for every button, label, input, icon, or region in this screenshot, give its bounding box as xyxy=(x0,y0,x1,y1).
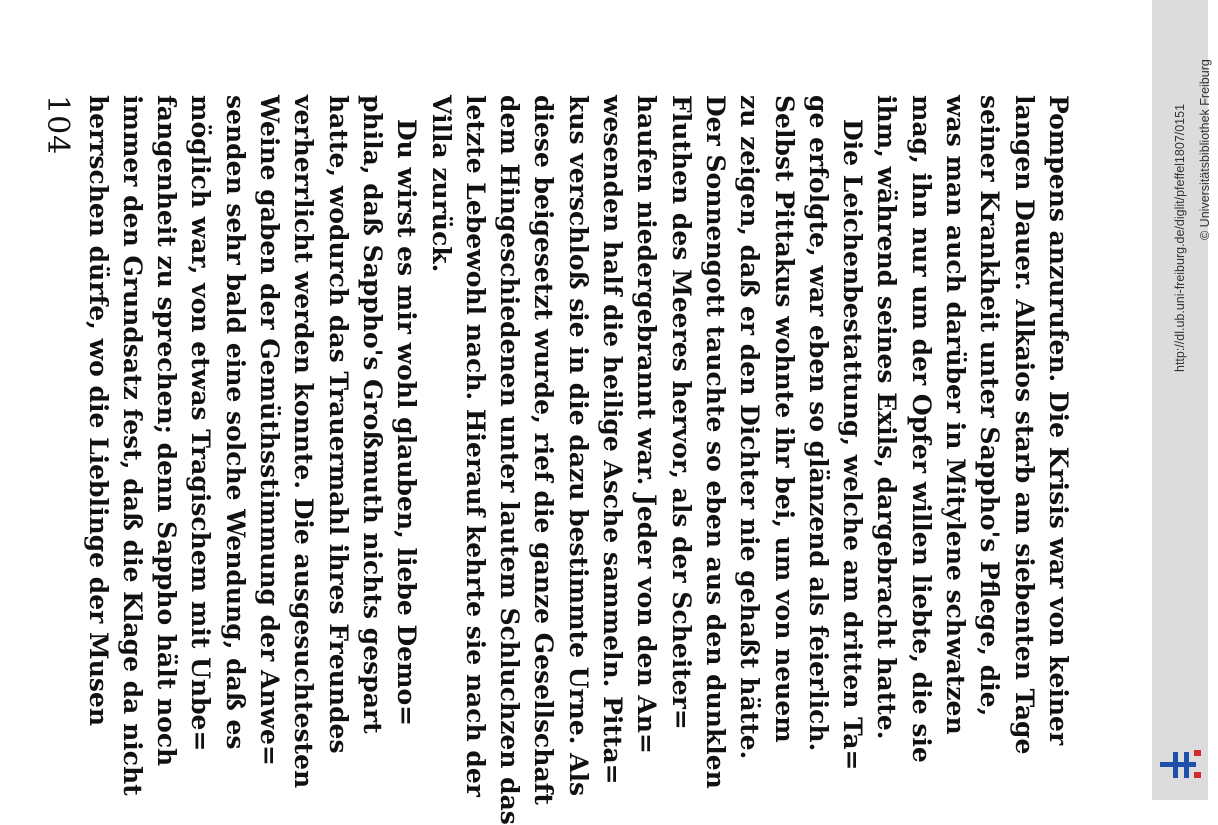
page-number: 104 xyxy=(40,95,75,156)
text-line: fangenheit zu sprechen; denn Sappho hält noch xyxy=(152,95,182,767)
text-line: Fluthen des Meeres hervor, als der Scheiter= xyxy=(666,95,696,730)
text-line: langen Dauer. Alkaios starb am siebenten Tage xyxy=(1009,95,1039,755)
text-line: hatte, wodurch das Trauermahl ihres Freundes xyxy=(323,95,353,754)
text-line: Selbst Pittakus wohnte ihr bei, um von neuem xyxy=(769,95,799,743)
text-line: seiner Krankheit unter Sappho's Pflege, die, xyxy=(975,95,1005,717)
text-line: Du wirst es mir wohl glauben, liebe Demo= xyxy=(392,119,422,727)
rotated-page-content xyxy=(15,95,1075,825)
text-line: letzte Lebewohl nach. Hierauf kehrte sie nach der xyxy=(460,95,490,797)
text-line: dem Hingeschiedenen unter lautem Schluchzen das xyxy=(495,95,525,825)
source-url[interactable]: http://dl.ub.uni-freiburg.de/diglit/pfeffel1807/0151 xyxy=(1173,103,1187,372)
copyright-notice: © Universitätsbibliothek Freiburg xyxy=(1198,59,1212,240)
text-line: Die Leichenbestattung, welche am dritten Ta= xyxy=(838,119,868,771)
text-line: diese beigesetzt wurde, rief die ganze Gesellschaft xyxy=(529,95,559,805)
text-line: mag, ihn nur um der Opfer willen liebte, die sie xyxy=(906,95,936,763)
text-line: ihm, während seines Exils, dargebracht hatte. xyxy=(872,95,902,740)
text-line: Pompens anzurufen. Die Krisis war von keiner xyxy=(1044,95,1073,746)
text-line: kus verschloß sie in die dazu bestimmte Urne. Als xyxy=(563,95,593,797)
text-line: ge erfolgte, war eben so glänzend als feierlich. xyxy=(803,95,833,752)
text-line: immer den Grundsatz fest, daß die Klage da nicht xyxy=(117,95,147,796)
text-line: Der Sonnengott tauchte so eben aus den dunklen xyxy=(701,95,730,789)
text-line: haufen niedergebrannt war. Jeder von den An= xyxy=(632,95,662,754)
text-line: herrschen dürfe, wo die Lieblinge der Musen xyxy=(83,95,113,727)
text-line: zu zeigen, daß er den Dichter nie gehaßt hätte. xyxy=(735,95,765,760)
text-line: was man auch darüber in Mitylene schwatzen xyxy=(941,95,971,735)
text-line: Weine gaben der Gemüthsstimmung der Anwe= xyxy=(255,95,285,766)
ub-freiburg-logo-icon xyxy=(1160,748,1202,782)
text-line: möglich war, von etwas Tragischem mit Unbe= xyxy=(186,95,216,752)
text-line: senden sehr bald eine solche Wendung, daß es xyxy=(220,95,250,750)
text-line: verherrlicht werden konnte. Die ausgesuchtesten xyxy=(289,95,319,789)
text-line: wesenden half die heilige Asche sammeln. Pitta= xyxy=(598,95,628,785)
text-line: Villa zurück. xyxy=(426,95,456,273)
text-line: phila, daß Sappho's Großmuth nichts gespart xyxy=(358,95,387,734)
